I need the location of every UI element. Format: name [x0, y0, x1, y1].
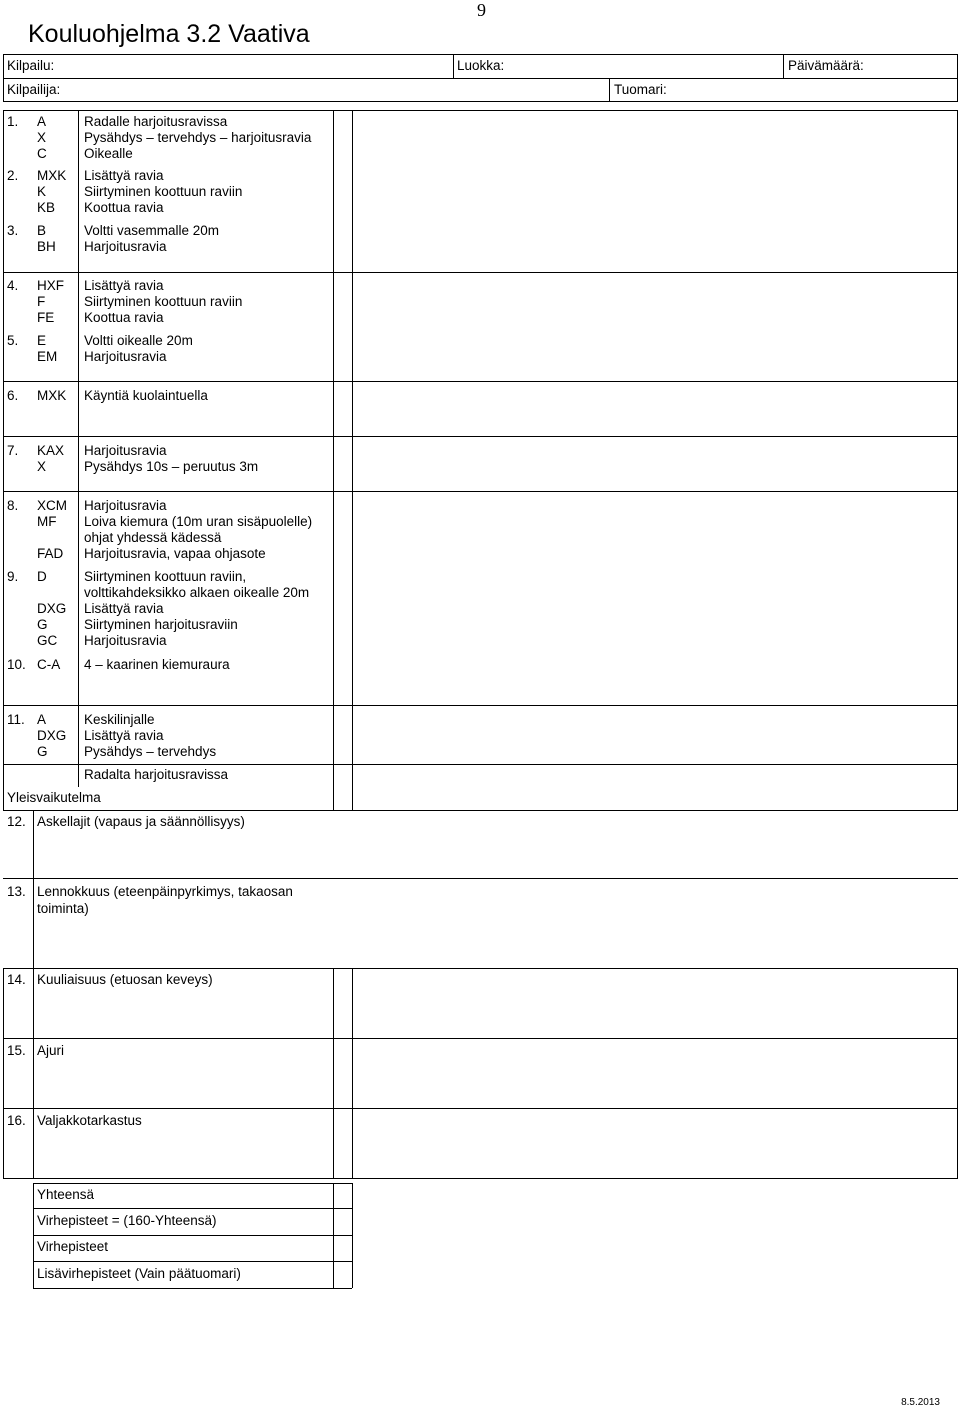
line: [3, 101, 958, 102]
movement-text: volttikahdeksikko alkaen oikealle 20m: [84, 585, 310, 600]
movement-text: Voltti oikealle 20m: [84, 333, 193, 348]
line: [783, 54, 784, 78]
total-label: Yhteensä: [37, 1187, 95, 1202]
movement-text: Pysähdys – tervehdys: [84, 744, 217, 759]
line: [33, 810, 34, 970]
movement-text: Siirtyminen koottuun raviin: [84, 184, 243, 199]
line: [3, 968, 4, 1178]
movement-letter: K: [37, 184, 47, 199]
movement-text: Oikealle: [84, 146, 133, 161]
movement-letter: G: [37, 744, 48, 759]
line: [352, 968, 353, 1178]
line: [3, 54, 4, 101]
line: [3, 54, 958, 55]
line: [609, 78, 610, 101]
movement-text: Loiva kiemura (10m uran sisäpuolelle): [84, 514, 313, 529]
row-text: Ajuri: [37, 1043, 65, 1058]
movement-letter: MXK: [37, 168, 67, 183]
line: [3, 272, 958, 273]
movement-text: 4 – kaarinen kiemuraura: [84, 657, 230, 672]
movement-letter: GC: [37, 633, 58, 648]
extra-penalty-label: Lisävirhepisteet (Vain päätuomari): [37, 1266, 241, 1281]
movement-number: 3.: [7, 223, 19, 238]
movement-letter: FE: [37, 310, 55, 325]
movement-text: Käyntiä kuolaintuella: [84, 388, 208, 403]
movement-letter: X: [37, 459, 47, 474]
penalty-formula-label: Virhepisteet = (160-Yhteensä): [37, 1213, 217, 1228]
competitor-label: Kilpailija:: [7, 82, 61, 97]
movement-text: Koottua ravia: [84, 310, 164, 325]
footer-date: 8.5.2013: [901, 1397, 940, 1408]
movement-text: Siirtyminen koottuun raviin,: [84, 569, 247, 584]
movement-text: Siirtyminen koottuun raviin: [84, 294, 243, 309]
line: [33, 1183, 352, 1184]
row-text: Askellajit (vapaus ja säännöllisyys): [37, 814, 245, 829]
page-title: Kouluohjelma 3.2 Vaativa: [28, 20, 310, 48]
movement-letter: MF: [37, 514, 57, 529]
line: [33, 968, 34, 1178]
class-label: Luokka:: [457, 58, 505, 73]
movement-text: Lisättyä ravia: [84, 168, 164, 183]
movement-letter: G: [37, 617, 48, 632]
movement-text: Lisättyä ravia: [84, 278, 164, 293]
movement-letter: C-A: [37, 657, 61, 672]
movement-letter: X: [37, 130, 47, 145]
movement-letter: A: [37, 114, 47, 129]
line: [957, 968, 958, 1178]
line: [3, 705, 958, 706]
row-text: Valjakkotarkastus: [37, 1113, 142, 1128]
movement-text: Keskilinjalle: [84, 712, 155, 727]
movement-text: Radalta harjoitusravissa: [84, 767, 229, 782]
movement-number: 1.: [7, 114, 19, 129]
line: [3, 381, 958, 382]
movement-text: Pysähdys 10s – peruutus 3m: [84, 459, 259, 474]
line: [78, 110, 79, 787]
movement-letter: A: [37, 712, 47, 727]
movement-text: Voltti vasemmalle 20m: [84, 223, 220, 238]
movement-text: ohjat yhdessä kädessä: [84, 530, 222, 545]
competition-label: Kilpailu:: [7, 58, 55, 73]
movement-text: Lisättyä ravia: [84, 601, 164, 616]
movement-number: 5.: [7, 333, 19, 348]
movement-letter: BH: [37, 239, 56, 254]
line: [333, 968, 334, 1178]
movement-text: Radalle harjoitusravissa: [84, 114, 228, 129]
line: [33, 1183, 34, 1288]
movement-text: Siirtyminen harjoitusraviin: [84, 617, 238, 632]
line: [3, 968, 958, 969]
movement-number: 10.: [7, 657, 26, 672]
line: [3, 78, 958, 79]
movement-text: Koottua ravia: [84, 200, 164, 215]
movement-letter: HXF: [37, 278, 64, 293]
movement-number: 4.: [7, 278, 19, 293]
movement-letter: B: [37, 223, 47, 238]
row-text: toiminta): [37, 901, 89, 916]
line: [3, 810, 958, 811]
line: [33, 1235, 352, 1236]
movement-letter: KAX: [37, 443, 65, 458]
row-number: 16.: [7, 1113, 26, 1128]
line: [352, 1183, 353, 1288]
line: [3, 878, 958, 879]
row-number: 13.: [7, 884, 26, 899]
line: [33, 1261, 352, 1262]
movement-text: Harjoitusravia: [84, 239, 167, 254]
movement-number: 9.: [7, 569, 19, 584]
general-heading: Yleisvaikutelma: [7, 790, 101, 805]
movement-letter: MXK: [37, 388, 67, 403]
movement-letter: DXG: [37, 601, 67, 616]
line: [957, 54, 958, 101]
movement-letter: D: [37, 569, 47, 584]
line: [33, 1208, 352, 1209]
movement-number: 2.: [7, 168, 19, 183]
movement-text: Lisättyä ravia: [84, 728, 164, 743]
line: [33, 1288, 352, 1289]
line: [3, 491, 958, 492]
line: [333, 1183, 334, 1288]
line: [3, 436, 958, 437]
movement-letter: E: [37, 333, 47, 348]
movement-letter: DXG: [37, 728, 67, 743]
movement-number: 11.: [7, 712, 25, 727]
movement-text: Pysähdys – tervehdys – harjoitusravia: [84, 130, 312, 145]
line: [3, 110, 958, 111]
row-text: Lennokkuus (eteenpäinpyrkimys, takaosan: [37, 884, 293, 899]
row-number: 12.: [7, 814, 26, 829]
movement-number: 6.: [7, 388, 19, 403]
movement-text: Harjoitusravia: [84, 443, 167, 458]
movement-letter: C: [37, 146, 47, 161]
movement-letter: EM: [37, 349, 58, 364]
movement-text: Harjoitusravia, vapaa ohjasote: [84, 546, 266, 561]
penalty-label: Virhepisteet: [37, 1239, 109, 1254]
movement-text: Harjoitusravia: [84, 498, 167, 513]
movement-letter: XCM: [37, 498, 67, 513]
page-number: 9: [477, 0, 486, 20]
line: [3, 764, 958, 765]
movement-letter: FAD: [37, 546, 64, 561]
movement-text: Harjoitusravia: [84, 633, 167, 648]
movement-letter: KB: [37, 200, 56, 215]
movement-number: 8.: [7, 498, 19, 513]
movement-text: Harjoitusravia: [84, 349, 167, 364]
judge-label: Tuomari:: [614, 82, 667, 97]
line: [3, 1108, 958, 1109]
movement-number: 7.: [7, 443, 19, 458]
movement-letter: F: [37, 294, 46, 309]
line: [3, 1038, 958, 1039]
row-number: 14.: [7, 972, 26, 987]
row-number: 15.: [7, 1043, 26, 1058]
line: [3, 1178, 958, 1179]
line: [453, 54, 454, 78]
row-text: Kuuliaisuus (etuosan keveys): [37, 972, 213, 987]
date-label: Päivämäärä:: [788, 58, 864, 73]
